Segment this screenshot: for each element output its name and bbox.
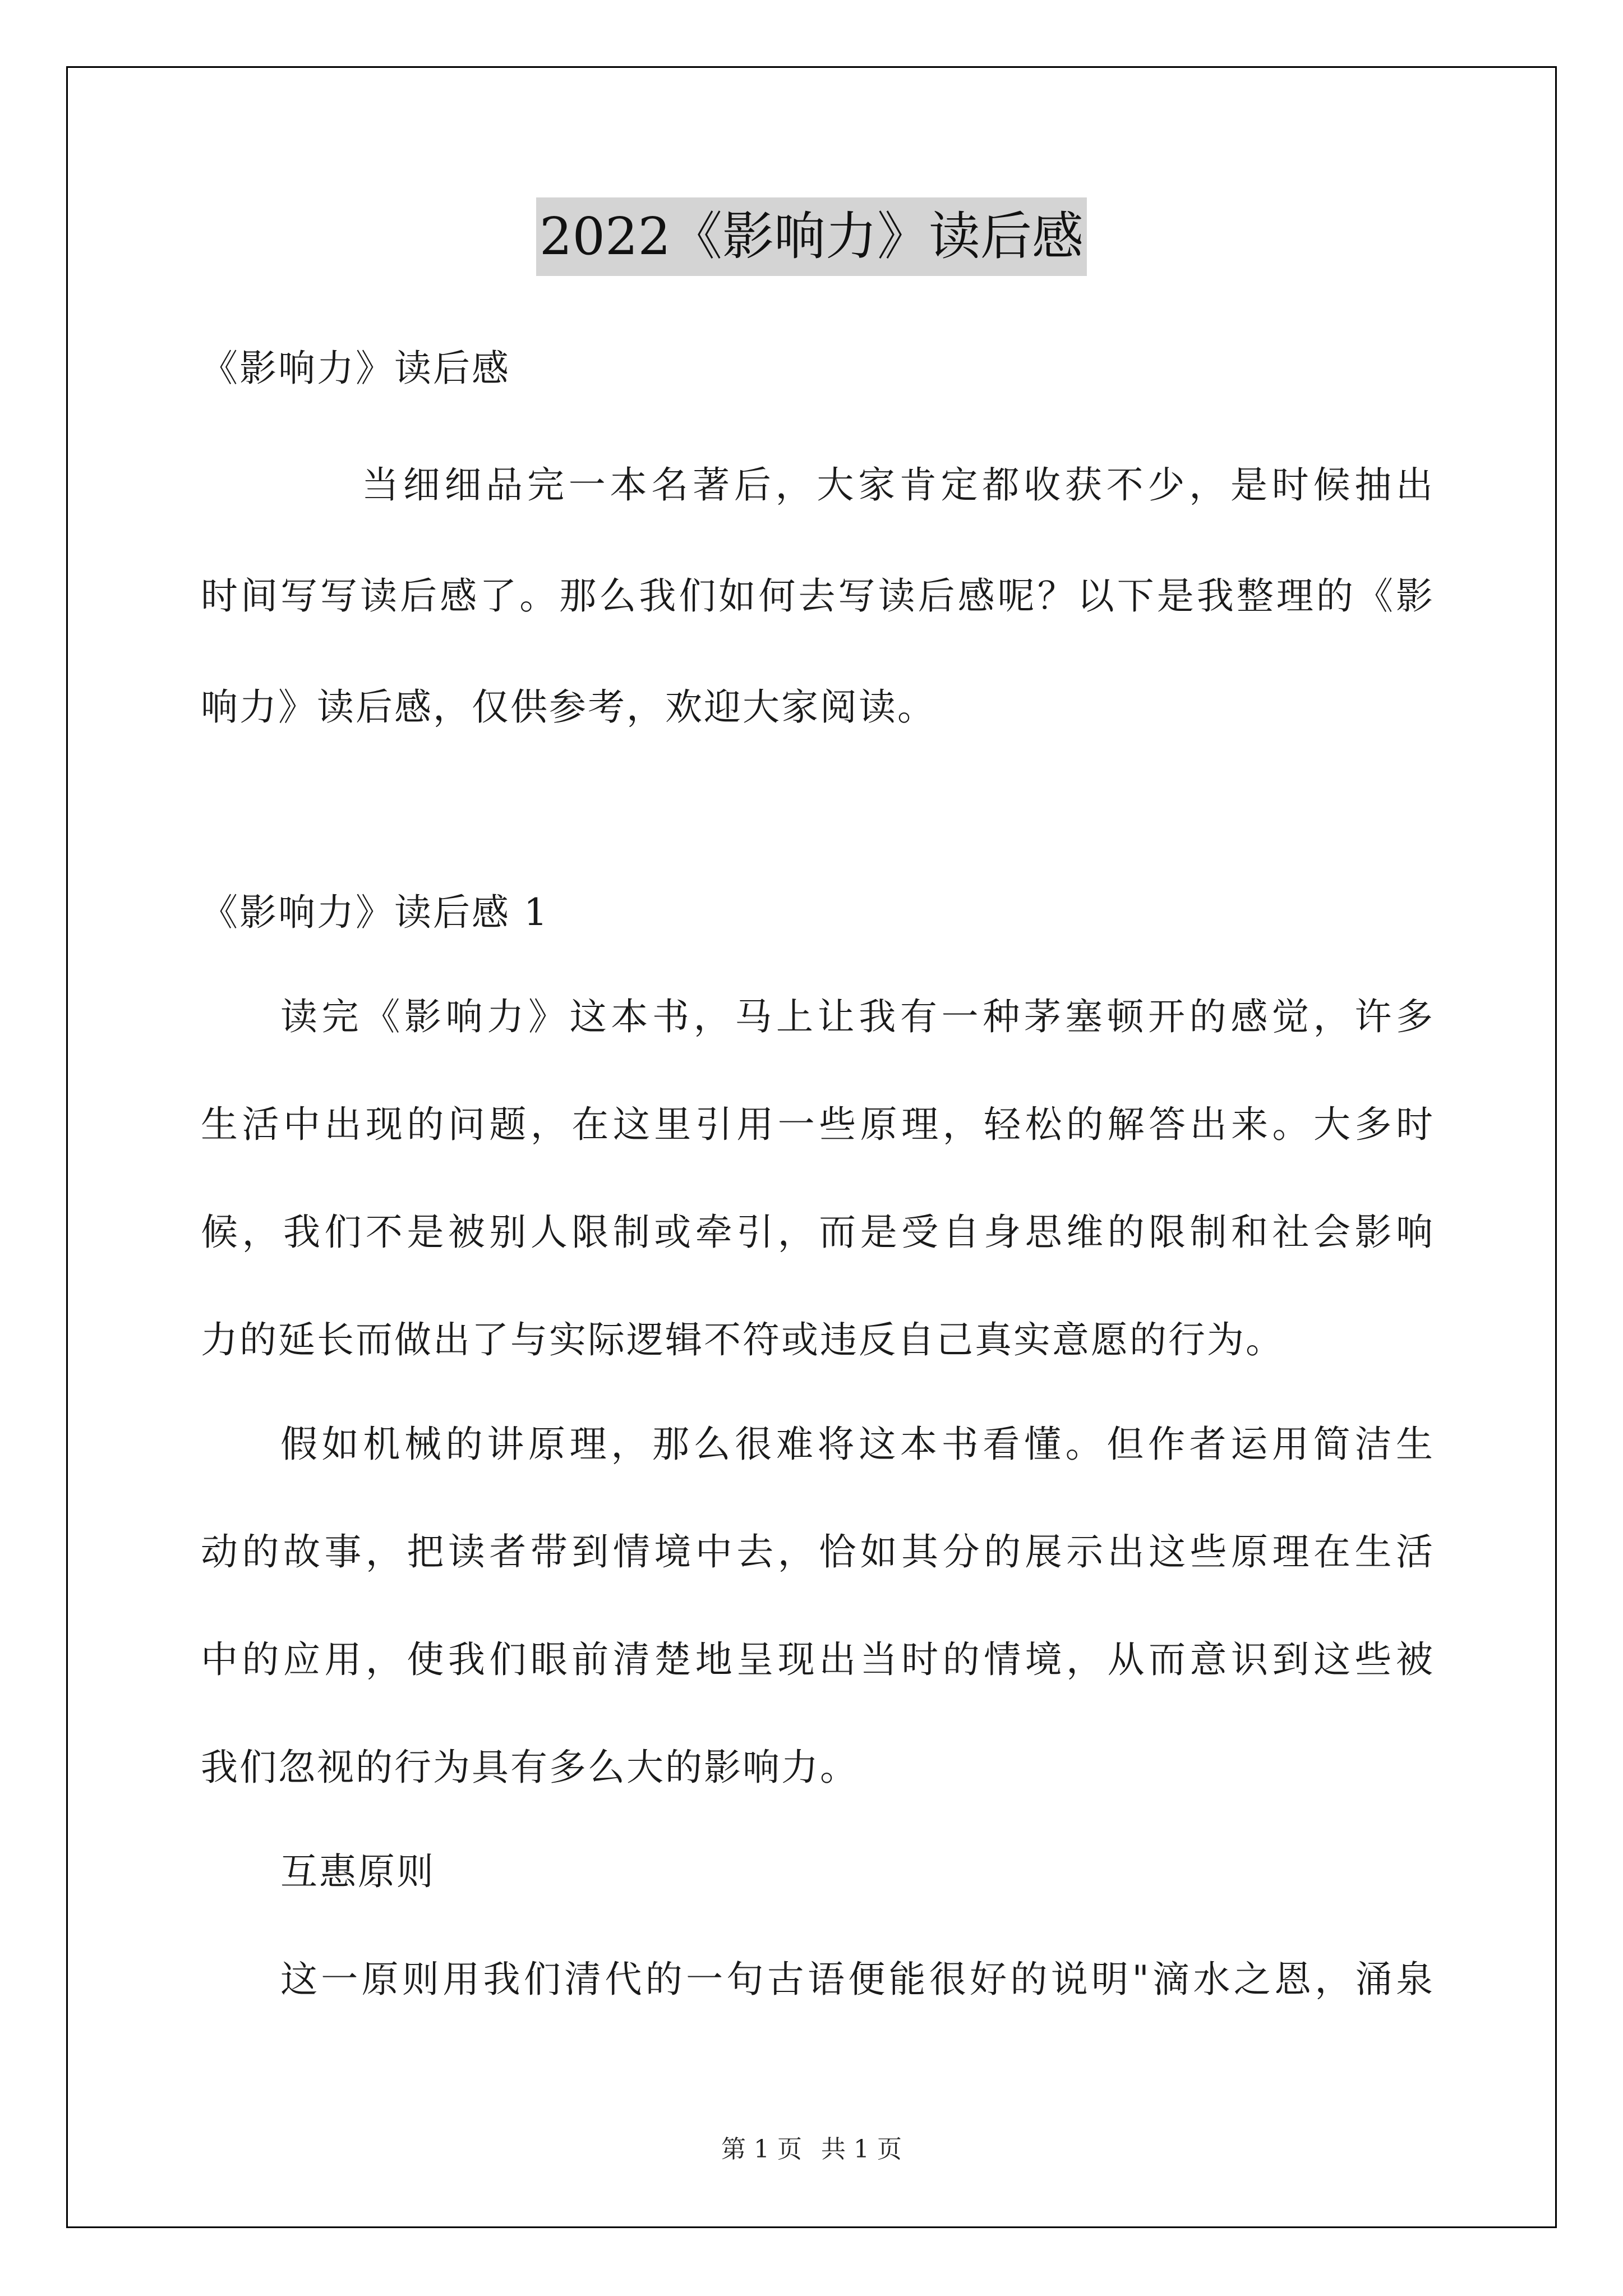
para3-heading: 互惠原则	[280, 1850, 435, 1893]
page-number: 第 1 页	[721, 2135, 802, 2164]
para1-line-1: 读完《影响力》这本书，马上让我有一种茅塞顿开的感觉，许多	[280, 995, 1435, 1038]
para2-line-2: 动的故事，把读者带到情境中去，恰如其分的展示出这些原理在生活	[201, 1530, 1435, 1573]
para2-line-1: 假如机械的讲原理，那么很难将这本书看懂。但作者运用简洁生	[280, 1423, 1435, 1466]
subtitle: 《影响力》读后感	[201, 347, 510, 390]
document-title: 2022《影响力》读后感	[536, 197, 1087, 276]
page-footer	[0, 2129, 1623, 2165]
para4-line-1: 这一原则用我们清代的一句古语便能很好的说明"滴水之恩，涌泉	[280, 1958, 1435, 2001]
intro-line-2: 时间写写读后感了。那么我们如何去写读后感呢？以下是我整理的《影	[201, 574, 1435, 618]
section-heading: 《影响力》读后感 1	[201, 891, 549, 934]
intro-line-3: 响力》读后感，仅供参考，欢迎大家阅读。	[201, 685, 936, 729]
para1-line-3: 候，我们不是被别人限制或牵引，而是受自身思维的限制和社会影响	[201, 1211, 1435, 1254]
para1-line-4: 力的延长而做出了与实际逻辑不符或违反自己真实意愿的行为。	[201, 1318, 1284, 1361]
para1-line-2: 生活中出现的问题，在这里引用一些原理，轻松的解答出来。大多时	[201, 1103, 1435, 1146]
title-container	[0, 197, 1623, 276]
para2-line-4: 我们忽视的行为具有多么大的影响力。	[201, 1746, 859, 1789]
page-total: 共 1 页	[821, 2135, 902, 2164]
para2-line-3: 中的应用，使我们眼前清楚地呈现出当时的情境，从而意识到这些被	[201, 1638, 1435, 1681]
intro-line-1: 当细细品完一本名著后，大家肯定都收获不少，是时候抽出	[362, 463, 1435, 507]
